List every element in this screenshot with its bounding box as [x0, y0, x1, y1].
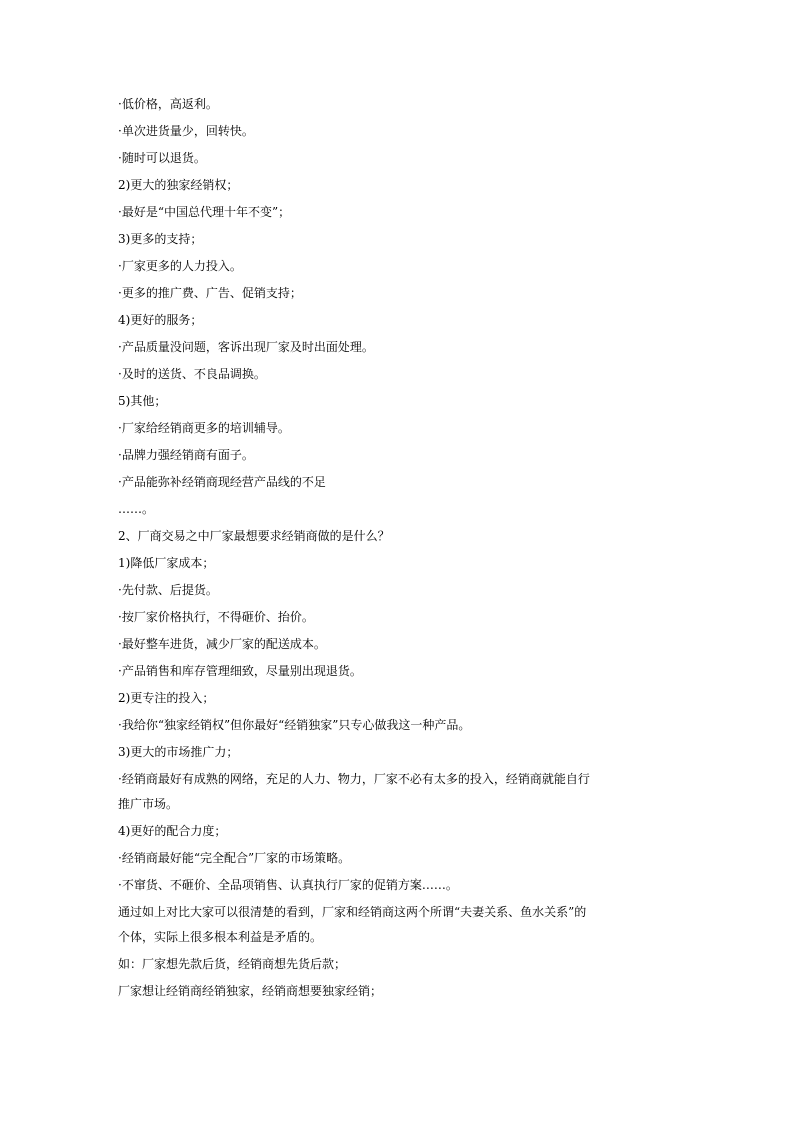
- paragraph-line: 通过如上对比大家可以很清楚的看到，厂家和经销商这两个所谓“夫妻关系、鱼水关系”的: [118, 905, 587, 919]
- text-line: ……。: [118, 502, 155, 516]
- text-line: ·厂家更多的人力投入。: [118, 259, 242, 273]
- text-line: ·最好是“中国总代理十年不变”；: [118, 205, 291, 219]
- text-line: ·随时可以退货。: [118, 151, 206, 165]
- text-line: 1)降低厂家成本；: [118, 556, 215, 570]
- text-line: ·先付款、后提货。: [118, 583, 218, 597]
- text-line: ·按厂家价格执行，不得砸价、抬价。: [118, 610, 314, 624]
- text-line: ·产品质量没问题，客诉出现厂家及时出面处理。: [118, 340, 374, 354]
- text-line: 2)更专注的投入；: [118, 691, 215, 705]
- text-line: ·品牌力强经销商有面子。: [118, 448, 254, 462]
- text-line: 4)更好的服务；: [118, 313, 203, 327]
- text-line: ·经销商最好有成熟的网络，充足的人力、物力，厂家不必有太多的投入，经销商就能自行: [118, 772, 590, 786]
- text-line: ·经销商最好能“完全配合”厂家的市场策略。: [118, 851, 351, 865]
- text-line: ·我给你“独家经销权”但你最好“经销独家”只专心做我这一种产品。: [118, 718, 471, 732]
- text-line: ·最好整车进货，减少厂家的配送成本。: [118, 637, 326, 651]
- text-line: 5)其他；: [118, 394, 167, 408]
- text-line: 2)更大的独家经销权；: [118, 178, 239, 192]
- section-heading: 2、厂商交易之中厂家最想要求经销商做的是什么？: [118, 529, 390, 543]
- text-line: ·更多的推广费、广告、促销支持；: [118, 286, 302, 300]
- document-body: [118, 96, 688, 1010]
- text-line: ·厂家给经销商更多的培训辅导。: [118, 421, 290, 435]
- paragraph-line: 厂家想让经销商经销独家，经销商想要独家经销；: [118, 984, 383, 998]
- text-line: ·单次进货量少，回转快。: [118, 124, 254, 138]
- paragraph-line: 个体，实际上很多根本利益是矛盾的。: [118, 930, 323, 944]
- text-line: ·低价格，高返利。: [118, 97, 218, 111]
- text-line: 3)更多的支持；: [118, 232, 203, 246]
- text-line: 推广市场。: [118, 797, 179, 811]
- text-line: 4)更好的配合力度；: [118, 824, 227, 838]
- text-line: ·及时的送货、不良品调换。: [118, 367, 266, 381]
- text-line: 3)更大的市场推广力；: [118, 745, 239, 759]
- text-line: ·产品能弥补经销商现经营产品线的不足: [118, 475, 326, 489]
- text-line: ·产品销售和库存管理细致，尽量别出现退货。: [118, 664, 362, 678]
- paragraph-line: 如：厂家想先款后货，经销商想先货后款；: [118, 957, 347, 971]
- text-line: ·不窜货、不砸价、全品项销售、认真执行厂家的促销方案……。: [118, 878, 458, 892]
